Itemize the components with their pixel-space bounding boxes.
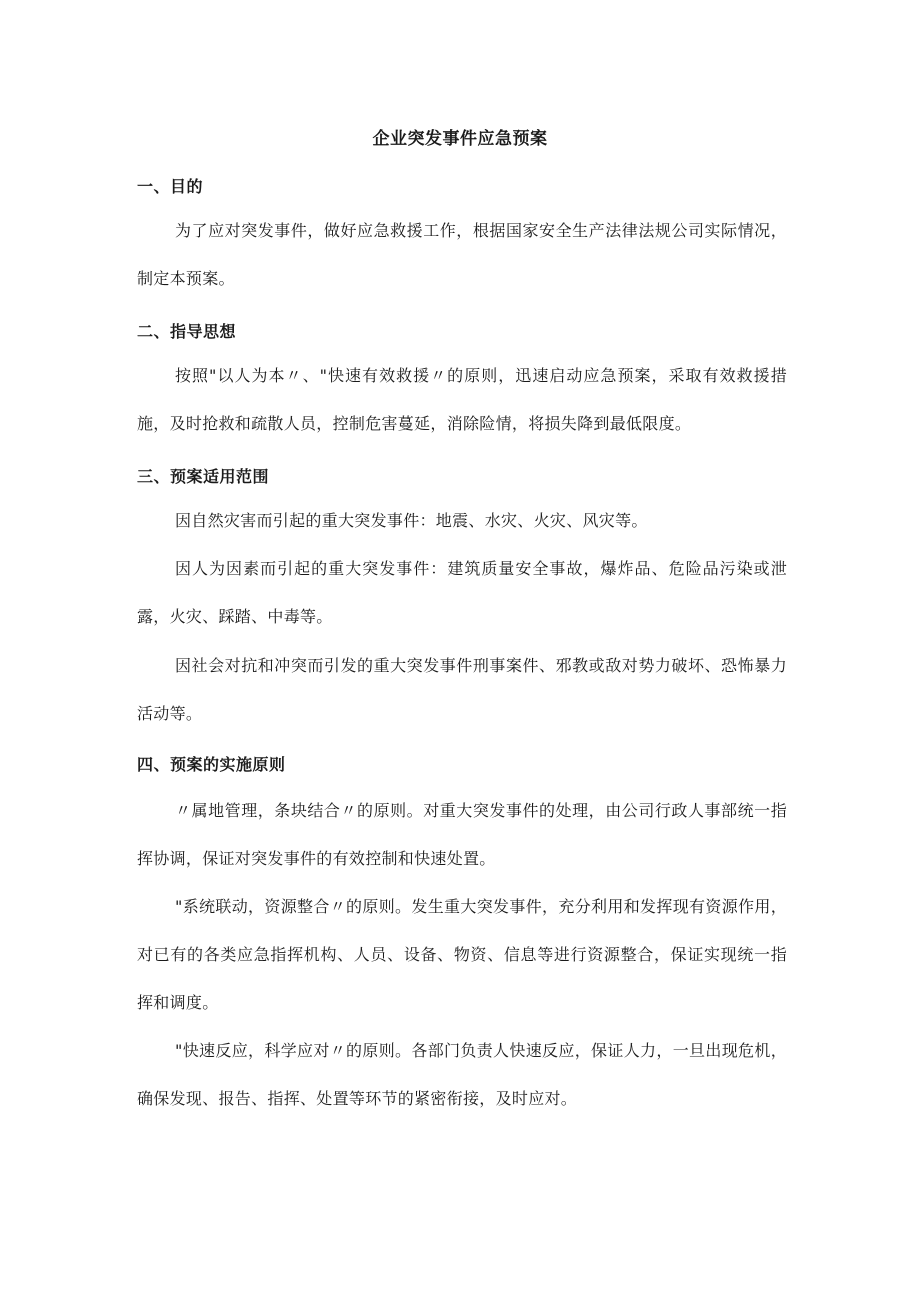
paragraph-implementation-rapid-response: "快速反应，科学应对〃的原则。各部门负责人快速反应，保证人力，一旦出现危机，确保发现、报告、指挥、处置等环节的紧密衔接，及时应对。	[137, 1041, 787, 1108]
paragraph-guiding-principle: 按照"以人为本〃、"快速有效救援〃的原则，迅速启动应急预案，采取有效救援措施，及时抢救和疏散人员，控制危害蔓延，消除险情，将损失降到最低限度。	[137, 366, 787, 433]
paragraph-scope-social: 因社会对抗和冲突而引发的重大突发事件刑事案件、邪教或敌对势力破坏、恐怖暴力活动等。	[137, 656, 787, 723]
paragraph-scope-human: 因人为因素而引起的重大突发事件：建筑质量安全事故，爆炸品、危险品污染或泄露，火灾、踩踏、中毒等。	[137, 559, 787, 626]
section-heading-purpose: 一、目的	[137, 177, 204, 196]
section-heading-scope: 三、预案适用范围	[137, 467, 270, 486]
paragraph-purpose: 为了应对突发事件，做好应急救援工作，根据国家安全生产法律法规公司实际情况，制定本预案。	[137, 221, 787, 288]
paragraph-implementation-linkage: "系统联动，资源整合〃的原则。发生重大突发事件，充分利用和发挥现有资源作用，对已有的各类应急指挥机构、人员、设备、物资、信息等进行资源整合，保证实现统一指挥和调度。	[137, 897, 787, 1012]
section-heading-guiding-principle: 二、指导思想	[137, 322, 237, 341]
section-heading-implementation: 四、预案的实施原则	[137, 755, 286, 774]
paragraph-scope-natural: 因自然灾害而引起的重大突发事件：地震、水灾、火灾、风灾等。	[175, 511, 648, 530]
paragraph-implementation-territorial: 〃属地管理，条块结合〃的原则。对重大突发事件的处理，由公司行政人事部统一指挥协调，保证对突发事件的有效控制和快速处置。	[137, 801, 787, 868]
document-title: 企业突发事件应急预案	[372, 129, 548, 149]
